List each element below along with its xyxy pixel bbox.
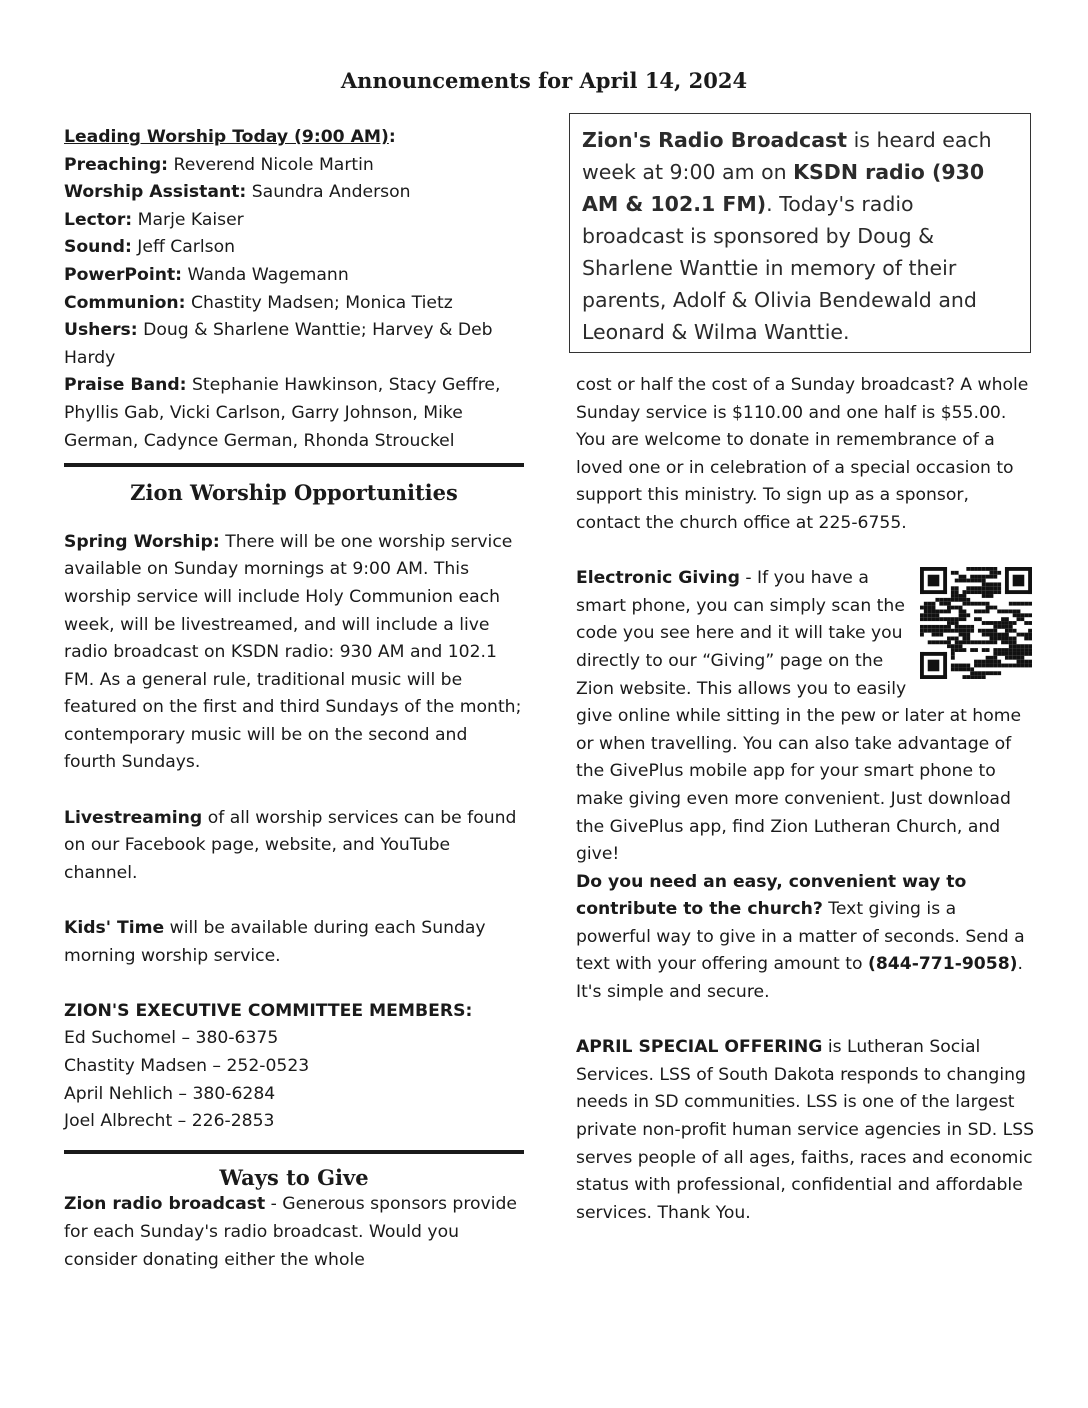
role-praise-band: Praise Band: Stephanie Hawkinson, Stacy Geffre, Phyllis Gab, Vicki Carlson, Garry Johnson, Mike German, Cadynce German, Rhonda Strouckel bbox=[64, 375, 501, 451]
text-giving-paragraph: Do you need an easy, convenient way to contribute to the church? Text giving is a powerful way to give in a matter of seconds. Send a text with your offering amount to (844-771-9058). It's simple and secure. bbox=[576, 871, 1025, 1003]
role-preaching: Preaching: Reverend Nicole Martin bbox=[64, 154, 374, 175]
opportunities-title: Zion Worship Opportunities bbox=[130, 480, 458, 506]
committee-member: Chastity Madsen – 252-0523 bbox=[64, 1056, 310, 1076]
radio-sponsor-continued: cost or half the cost of a Sunday broadcast? A whole Sunday service is $110.00 and one half is $55.00. You are welcome to donate in remembrance of a loved one or in celebration of a special occasion to support this ministry. To sign up as a sponsor, contact the church office at 225-6755. bbox=[576, 375, 1029, 533]
radio-sponsor-paragraph: Zion radio broadcast - Generous sponsors provide for each Sunday's radio broadcast. Would you consider donating either the whole bbox=[64, 1194, 517, 1270]
role-powerpoint: PowerPoint: Wanda Wagemann bbox=[64, 264, 349, 285]
role-ushers: Ushers: Doug & Sharlene Wanttie; Harvey & Deb Hardy bbox=[64, 320, 493, 368]
left-column bbox=[64, 124, 524, 1274]
radio-broadcast-box bbox=[569, 113, 1031, 353]
leading-worship-heading: Leading Worship Today (9:00 AM): bbox=[64, 127, 396, 147]
kids-time-paragraph: Kids' Time will be available during each Sunday morning worship service. bbox=[64, 918, 486, 966]
ways-to-give-title: Ways to Give bbox=[219, 1164, 369, 1190]
electronic-giving-paragraph: Electronic Giving - If you have a smart phone, you can simply scan the code you see here and it will take you directly to our “Giving” page on the Zion website. This allows you to easily give online while sitting in the pew or later at home or when travelling. You can also take advantage of the GivePlus mobile app for your smart phone to make giving even more convenient. Just download the GivePlus app, find Zion Lutheran Church, and give! bbox=[576, 565, 1036, 869]
leading-heading-text: Leading Worship Today (9:00 AM) bbox=[64, 127, 389, 147]
role-worship-assistant: Worship Assistant: Saundra Anderson bbox=[64, 182, 411, 203]
radio-broadcast-text: Zion's Radio Broadcast is heard each week at 9:00 am on KSDN radio (930 AM & 102.1 FM). Today's radio broadcast is sponsored by Doug & Sharlene Wanttie in memory of their parents, Adolf & Olivia Bendewald and Leonard & Wilma Wanttie. bbox=[582, 128, 992, 344]
section-divider bbox=[64, 1150, 524, 1154]
committee-member: Ed Suchomel – 380-6375 bbox=[64, 1028, 279, 1049]
role-communion: Communion: Chastity Madsen; Monica Tietz bbox=[64, 292, 453, 313]
committee-heading: ZION'S EXECUTIVE COMMITTEE MEMBERS: bbox=[64, 1000, 473, 1021]
section-divider bbox=[64, 463, 524, 467]
right-column bbox=[576, 372, 1036, 1227]
special-offering-paragraph: APRIL SPECIAL OFFERING is Lutheran Social Services. LSS of South Dakota responds to changing needs in SD communities. LSS is one of the largest private non-profit human service agencies in SD. LSS serves people of all ages, faiths, races and economic status with professional, confidential and affordable services. Thank You. bbox=[576, 1037, 1035, 1223]
page-title: Announcements for April 14, 2024 bbox=[340, 68, 748, 93]
qr-code-icon[interactable] bbox=[920, 567, 1032, 679]
committee-member: April Nehlich – 380-6284 bbox=[64, 1083, 276, 1104]
spring-worship-paragraph: Spring Worship: There will be one worship service available on Sunday mornings at 9:00 AM. This worship service will include Holy Communion each week, will be livestreamed, and will include a live radio broadcast on KSDN radio: 930 AM and 102.1 FM. As a general rule, traditional music will be featured on the first and third Sundays of the month; contemporary music will be on the second and fourth Sundays. bbox=[64, 531, 522, 773]
committee-member: Joel Albrecht – 226-2853 bbox=[64, 1111, 275, 1132]
role-sound: Sound: Jeff Carlson bbox=[64, 237, 235, 258]
livestreaming-paragraph: Livestreaming of all worship services can be found on our Facebook page, website, and YouTube channel. bbox=[64, 807, 517, 883]
role-lector: Lector: Marje Kaiser bbox=[64, 209, 244, 230]
